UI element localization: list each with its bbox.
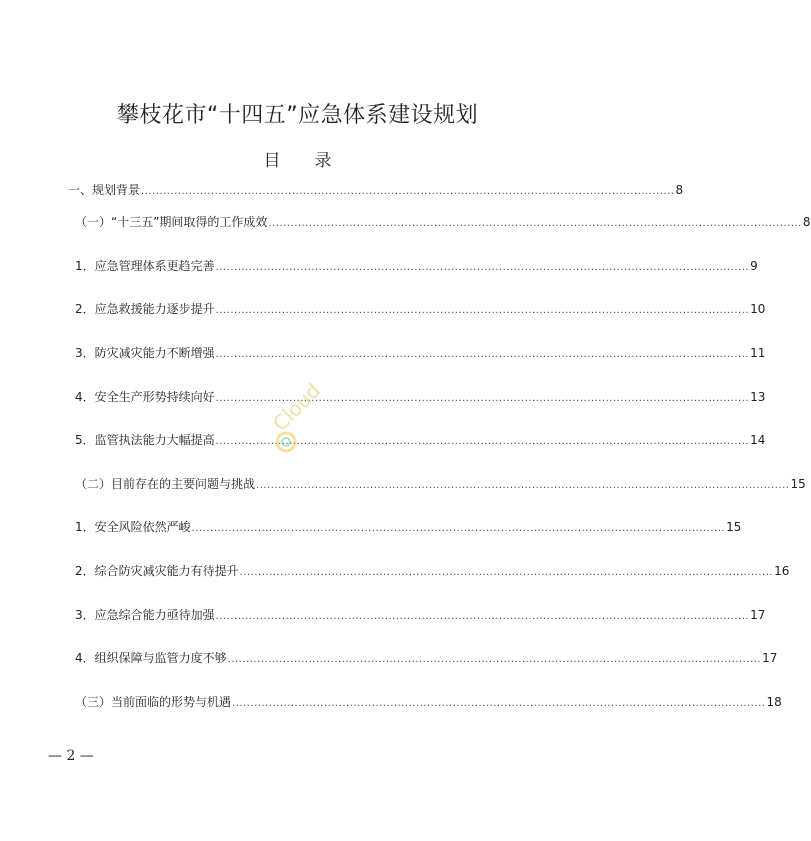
toc-leader-dots: ................................................................................................................................................. [215, 349, 750, 360]
toc-leader-dots: ................................................................................................................................................. [256, 480, 790, 491]
page-number: — 2 — [48, 748, 94, 764]
toc-entry-page: 9 [750, 259, 758, 273]
toc-entry-page: 14 [750, 433, 766, 447]
toc-entry-label: 一、规划背景 [68, 183, 141, 197]
toc-entry-label: 3．应急综合能力亟待加强 [75, 608, 215, 622]
toc-entry-page: 13 [750, 390, 766, 404]
toc-entry[interactable] [75, 649, 778, 666]
toc-leader-dots: ................................................................................................................................................. [227, 654, 762, 665]
toc-entry-page: 11 [750, 346, 766, 360]
toc-entry-label: 5．监管执法能力大幅提高 [75, 433, 215, 447]
toc-entry[interactable] [75, 693, 782, 710]
toc-entry-label: （二）目前存在的主要问题与挑战 [75, 477, 256, 491]
document-title: 攀枝花市“十四五”应急体系建设规划 [116, 103, 479, 128]
toc-leader-dots: ................................................................................................................................................. [215, 436, 750, 447]
toc-entry[interactable] [68, 181, 684, 198]
toc-entry-label: 2．应急救援能力逐步提升 [75, 302, 215, 316]
toc-entry[interactable] [75, 300, 766, 317]
toc-leader-dots: ................................................................................................................................................. [215, 305, 750, 316]
toc-entry[interactable] [75, 257, 758, 274]
toc-entry-page: 17 [750, 608, 766, 622]
toc-entry-label: 1．应急管理体系更趋完善 [75, 259, 215, 273]
toc-leader-dots: ................................................................................................................................................. [239, 567, 774, 578]
toc-entry-page: 15 [790, 477, 806, 491]
watermark-text: Cloud [267, 378, 326, 436]
toc-leader-dots: ................................................................................................................................................. [141, 186, 675, 197]
toc-leader-dots: ................................................................................................................................................. [215, 262, 750, 273]
toc-entry-page: 15 [726, 520, 742, 534]
toc-heading-right: 录 [314, 151, 332, 171]
toc-entry-page: 8 [802, 215, 811, 229]
toc-entry[interactable] [75, 213, 811, 230]
toc-entry-page: 17 [762, 651, 778, 665]
toc-entry-page: 8 [675, 183, 684, 197]
toc-leader-dots: ................................................................................................................................................. [191, 523, 726, 534]
toc-entry[interactable] [75, 562, 790, 579]
toc-leader-dots: ................................................................................................................................................. [215, 393, 750, 404]
toc-entry[interactable] [75, 606, 766, 623]
toc-entry-label: 4．组织保障与监管力度不够 [75, 651, 227, 665]
toc-entry-label: （一）“十三五”期间取得的工作成效 [75, 215, 268, 229]
toc-entry-label: 4．安全生产形势持续向好 [75, 390, 215, 404]
toc-entry-page: 18 [766, 695, 782, 709]
toc-entry[interactable] [75, 518, 742, 535]
toc-entry-page: 16 [774, 564, 790, 578]
toc-entry-label: 2．综合防灾减灾能力有待提升 [75, 564, 239, 578]
toc-heading-left: 目 [263, 151, 281, 171]
toc-leader-dots: ................................................................................................................................................. [232, 698, 766, 709]
toc-entry-label: 1．安全风险依然严峻 [75, 520, 191, 534]
toc-entry[interactable] [75, 475, 806, 492]
toc-entry-page: 10 [750, 302, 766, 316]
toc-entry-label: （三）当前面临的形势与机遇 [75, 695, 232, 709]
toc-leader-dots: ................................................................................................................................................. [268, 218, 802, 229]
toc-entry-label: 3．防灾减灾能力不断增强 [75, 346, 215, 360]
toc-leader-dots: ................................................................................................................................................. [215, 611, 750, 622]
toc-entry[interactable] [75, 344, 766, 361]
